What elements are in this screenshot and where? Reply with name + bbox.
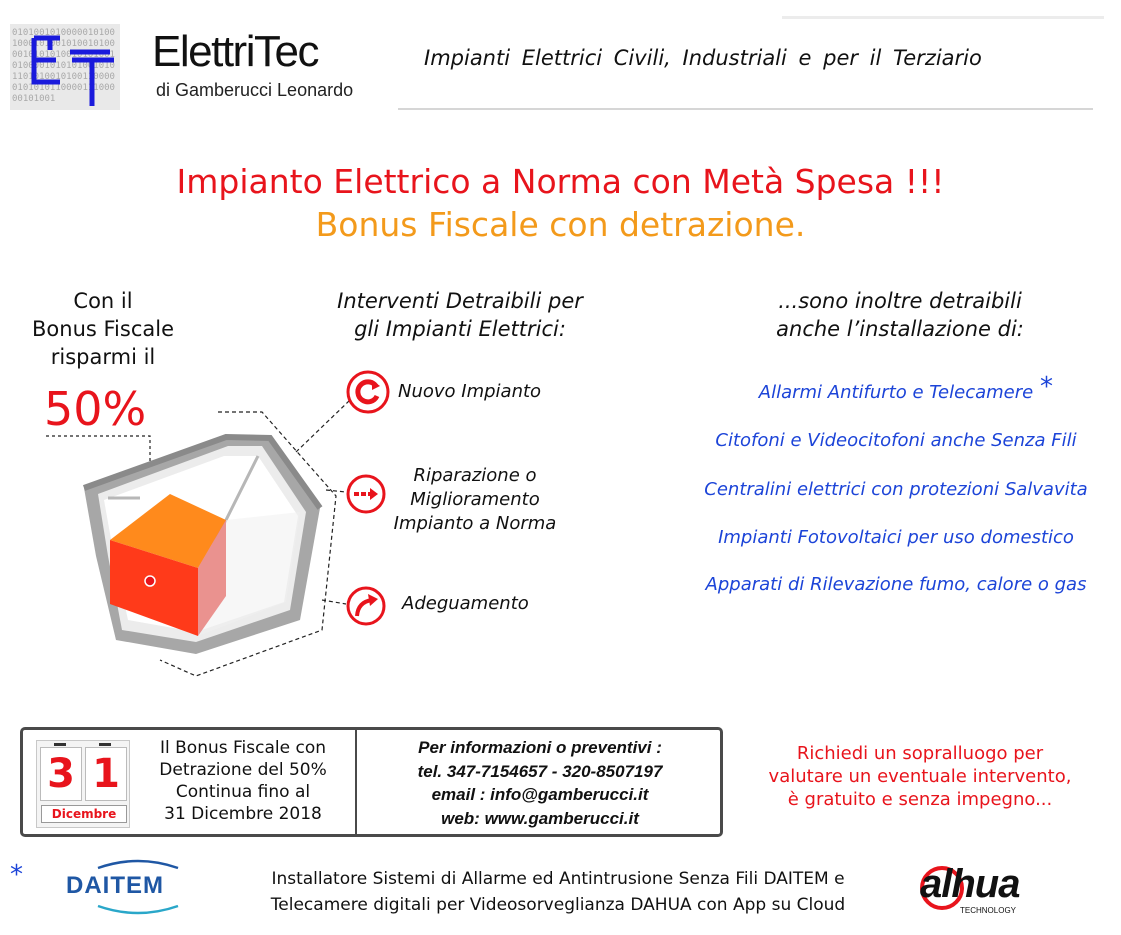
bonus-deadline-line: Continua fino al — [175, 782, 311, 802]
contact-phone[interactable]: tel. 347-7154657 - 320-8507197 — [417, 761, 663, 781]
footer-line: Telecamere digitali per Videosorveglianza DAHUA con App su Cloud — [270, 895, 846, 915]
intervention-item-line: Impianto a Norma — [393, 513, 557, 534]
contact-website[interactable]: web: www.gamberucci.it — [441, 808, 639, 828]
dahua-logo-subtext: TECHNOLOGY — [960, 906, 1017, 915]
calendar-day-digit: 1 — [85, 747, 127, 801]
calendar-day-digit: 3 — [40, 747, 82, 801]
brand-subtitle: di Gamberucci Leonardo — [156, 80, 354, 100]
brand-name: ElettriTec — [152, 27, 318, 76]
curved-arrow-icon — [346, 586, 386, 626]
intervention-item: Adeguamento — [402, 593, 529, 614]
info-divider — [355, 730, 357, 834]
bonus-deadline-line: Il Bonus Fiscale con — [159, 738, 326, 758]
footer-text — [226, 866, 890, 918]
savings-text-line: risparmi il — [50, 345, 156, 369]
calendar-month: Dicembre — [41, 805, 127, 823]
extras-title-line: anche l’installazione di: — [776, 317, 1024, 341]
savings-percent: 50% — [44, 382, 147, 436]
extra-item: Centralini elettrici con protezioni Salvavita — [704, 479, 1088, 500]
calendar-icon — [36, 740, 130, 828]
logo-binary-pattern: 01010010100000101001000101001010010100001010101001010100101000010101010010101101010010100110000010101011000011100000101001 — [12, 28, 115, 104]
calendar-ring — [99, 743, 111, 746]
intervention-item-line: Riparazione o — [413, 465, 537, 486]
bonus-deadline-text — [136, 737, 350, 825]
footer-line: Installatore Sistemi di Allarme ed Antintrusione Senza Fili DAITEM e — [271, 869, 845, 889]
extra-item: Citofoni e Videocitofoni anche Senza Fili — [715, 430, 1077, 451]
cta-line: valutare un eventuale intervento, — [768, 766, 1072, 787]
intervention-item — [370, 464, 580, 536]
extra-item: Allarmi Antifurto e Telecamere — [758, 382, 1034, 403]
sub-headline: Bonus Fiscale con detrazione. — [315, 205, 806, 244]
savings-text-line: Bonus Fiscale — [32, 317, 174, 341]
savings-text-line: Con il — [73, 289, 133, 313]
asterisk-note: * — [1040, 372, 1053, 402]
contact-email[interactable]: email : info@gamberucci.it — [431, 785, 649, 804]
intervention-item: Nuovo Impianto — [398, 381, 542, 402]
extra-item: Impianti Fotovoltaici per uso domestico — [718, 527, 1074, 548]
extra-item: Apparati di Rilevazione fumo, calore o gas — [705, 574, 1087, 595]
extras-title-line: ...sono inoltre detraibili — [778, 289, 1022, 313]
interventions-title-line: gli Impianti Elettrici: — [354, 317, 566, 341]
header-tagline: Impianti Elettrici Civili, Industriali e per il Terziario — [424, 46, 982, 70]
cta-line: Richiedi un sopralluogo per — [796, 743, 1044, 764]
dahua-logo-text: alhua — [920, 862, 1020, 906]
bonus-deadline-line: 31 Dicembre 2018 — [164, 804, 322, 824]
interventions-title — [290, 287, 630, 343]
contact-info — [360, 736, 720, 830]
extras-title — [720, 287, 1080, 343]
cta-line: è gratuito e senza impegno... — [787, 789, 1053, 810]
calendar-ring — [54, 743, 66, 746]
daitem-logo-text: DAITEM — [66, 872, 164, 899]
bonus-deadline-line: Detrazione del 50% — [159, 760, 327, 780]
contact-heading: Per informazioni o preventivi : — [418, 738, 662, 757]
intervention-item-line: Miglioramento — [410, 489, 540, 510]
main-headline: Impianto Elettrico a Norma con Metà Spesa !!! — [176, 162, 945, 201]
refresh-icon — [346, 370, 390, 414]
asterisk-note: * — [10, 860, 23, 890]
interventions-title-line: Interventi Detraibili per — [337, 289, 583, 313]
call-to-action — [736, 742, 1104, 811]
